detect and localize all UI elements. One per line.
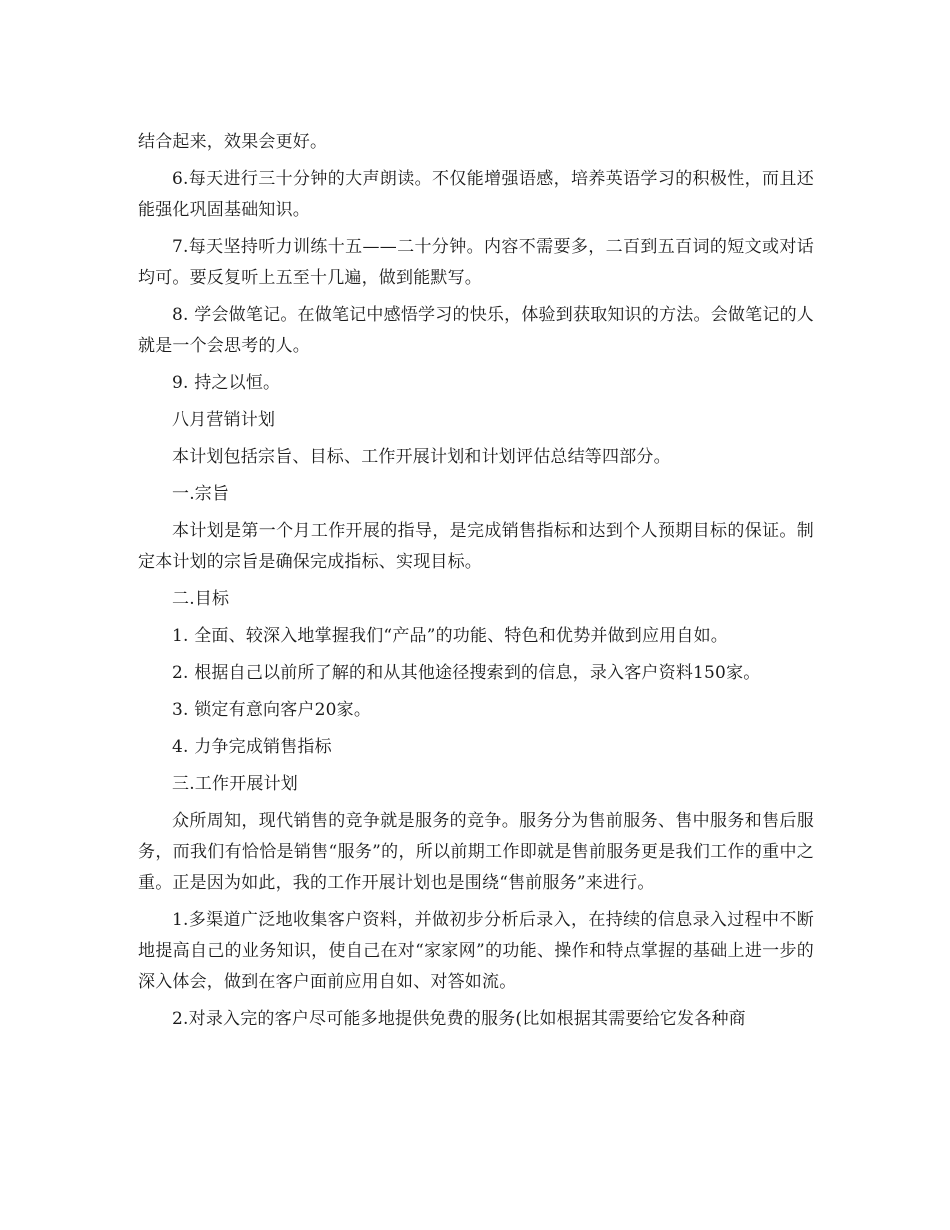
work-item-2: 2.对录入完的客户尽可能多地提供免费的服务(比如根据其需要给它发各种商 (172, 1009, 746, 1029)
paragraph-3: 7.每天坚持听力训练十五——二十分钟。内容不需要多，二百到五百词的短文或对话均可。要反复听上五至十几遍，做到能默写。 (138, 237, 814, 288)
paragraph-16: 众所周知，现代销售的竞争就是服务的竞争。服务分为售前服务、售中服务和售后服务，而我们有恰恰是销售“服务”的，所以前期工作即就是售前服务更是我们工作的重中之重。正是因为如此，我的工作开展计划也是围绕“售前服务”来进行。 (138, 811, 814, 893)
heading-goals: 二.目标 (172, 589, 230, 609)
paragraph-5: 9. 持之以恒。 (172, 373, 281, 393)
document-body (138, 127, 814, 1041)
goal-item-3: 3. 锁定有意向客户20家。 (172, 700, 372, 720)
heading-work-plan: 三.工作开展计划 (172, 774, 299, 794)
heading-purpose: 一.宗旨 (172, 484, 230, 504)
goal-item-1: 1. 全面、较深入地掌握我们“产品”的功能、特色和优势并做到应用自如。 (172, 626, 729, 646)
paragraph-1: 结合起来，效果会更好。 (138, 132, 328, 152)
paragraph-4: 8. 学会做笔记。在做笔记中感悟学习的快乐，体验到获取知识的方法。会做笔记的人就是一个会思考的人。 (138, 305, 814, 356)
goal-item-4: 4. 力争完成销售指标 (172, 737, 332, 757)
paragraph-2: 6.每天进行三十分钟的大声朗读。不仅能增强语感，培养英语学习的积极性，而且还能强化巩固基础知识。 (138, 169, 814, 220)
section-title-august-plan: 八月营销计划 (172, 410, 276, 430)
goal-item-2: 2. 根据自己以前所了解的和从其他途径搜索到的信息，录入客户资料150家。 (172, 663, 761, 683)
paragraph-7: 本计划包括宗旨、目标、工作开展计划和计划评估总结等四部分。 (172, 447, 671, 467)
work-item-1: 1.多渠道广泛地收集客户资料，并做初步分析后录入，在持续的信息录入过程中不断地提高自己的业务知识，使自己在对“家家网”的功能、操作和特点掌握的基础上进一步的深入体会，做到在客户面前应用自如、对答如流。 (138, 910, 814, 992)
paragraph-9: 本计划是第一个月工作开展的指导，是完成销售指标和达到个人预期目标的保证。制定本计划的宗旨是确保完成指标、实现目标。 (138, 521, 814, 572)
